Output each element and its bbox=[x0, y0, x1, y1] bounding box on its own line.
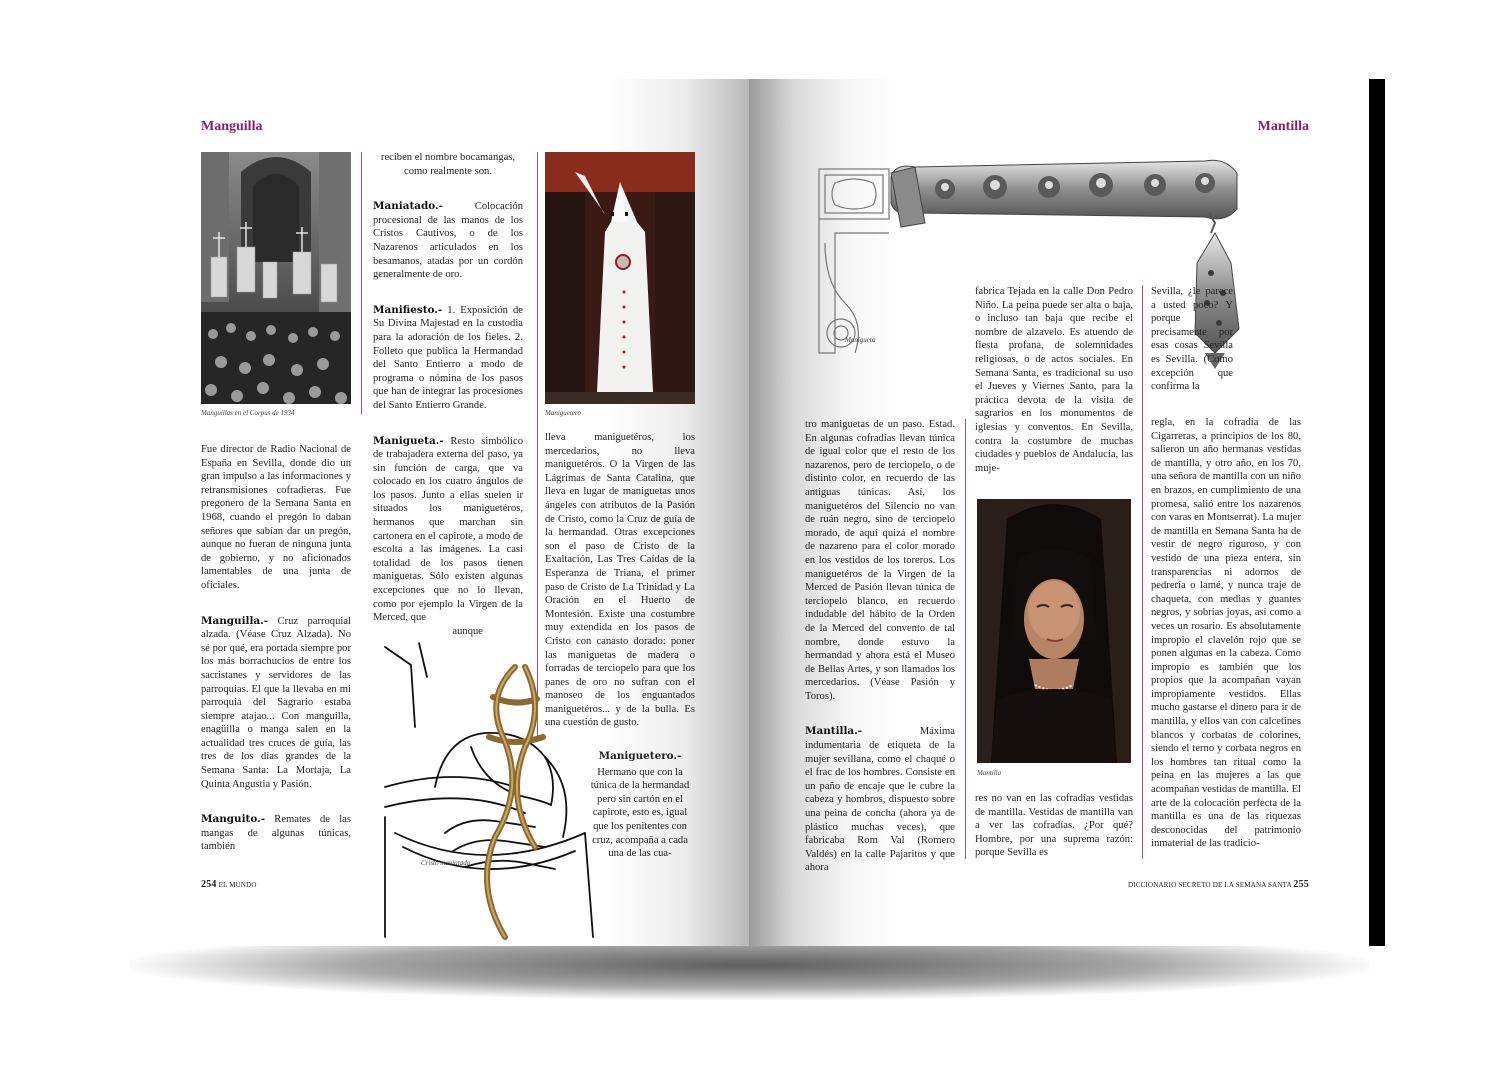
column-rule bbox=[361, 152, 362, 414]
manguillas-photo bbox=[201, 152, 351, 404]
right-column-1 bbox=[805, 418, 955, 885]
left-folio-label: EL MUNDO bbox=[218, 881, 257, 889]
manigueta-entry bbox=[373, 435, 523, 625]
right-column-2-top bbox=[975, 285, 1133, 485]
mantilla-photo-caption: Mantilla bbox=[977, 769, 1002, 777]
right-column-2-bottom bbox=[975, 792, 1133, 870]
cristo-maniatado-drawing bbox=[375, 637, 611, 946]
cigarreras-text: regla, en la cofradía de las Cigarreras, a principios de los 80, salieron un año hermanas vestidas de mantilla, y otro año, en los 70, una señora de mantilla con un niño en brazos, en cumplimiento de una promesa, salió entre los nazarenos con varas en Montserrat). La mujer de mantilla en Semana Santa ha de vestir de negro riguroso, y con vestido de una pieza entera, sin transparencias ni adornos de pedrería o lamé, y nunca traje de chaqueta, con medias y guantes negros, y sobrias joyas, así como a veces un rosario. Es absolutamente impropio el clavelón rojo que se ponen algunas en la cabeza. Como impropio es también que los propios que la acompañan vayan impropiamente vestidos. Ellas mucho gastarse el dinero para ir de mantilla, y ellos van con calcetines blancos y corbatas de colorines, siendo el terno y corbata negros en los hombres tan ritual como la peina en las mujeres a las que acompañan vestidas de mantilla. El arte de la colocación perfecta de la mantilla es una de las riquezas desconocidas del patrimonio inmaterial de las tradicio- bbox=[1151, 417, 1301, 850]
mantilla-bottom-text: res no van en las cofradías vestidas de mantilla. Vestidas de mantilla van a ver las cofradías. ¿Por qué? Hombre, por una suprema razón: porque Sevilla es bbox=[975, 793, 1133, 859]
maniguetero-photo bbox=[545, 152, 695, 404]
manguito-text: Remates de las mangas de algunas túnicas, también bbox=[201, 814, 351, 853]
maniatado-text: Colocación procesional de las manos de los Cristos Cautivos, o de los Nazarenos articulados en los besamanos, atadas por un cordón generalmente de oro. bbox=[373, 201, 523, 281]
maniguetero-photo-caption: Maniguetero bbox=[545, 409, 581, 417]
maniatado-entry bbox=[373, 200, 523, 282]
mantilla-term: Mantilla.- bbox=[805, 725, 863, 738]
left-page-number: 254 bbox=[201, 879, 217, 890]
right-page bbox=[749, 79, 1369, 946]
manigueta-text: Resto simbólico de trabajadera externa del paso, ya sin función de carga, que va colocado en los cuatro ángulos de los pasos. Junto a ellas suelen ir situados los maniguetéros, hermanos que marchan sin cartonera en el capirote, a modo de escolta a las imágenes. La casi totalidad de los pasos tienen maniguetas. Sólo existen algunas excepciones que no lo llevan, como por ejemplo la Virgen de la Merced, que bbox=[373, 435, 523, 624]
column-rule bbox=[1142, 285, 1143, 859]
maniguetas-continued-text: tro maniguetas de un paso. Estad. En algunas cofradías llevan túnica de igual color que el resto de los nazarenos, pero de terciopelo, o de distinto color, en recuerdo de las antiguas túnicas. Así, los maniguetéros del Silencio no van de ruán negro, sino de terciopelo morado, de aquí quizá el nombre de nazareno para el color morado en los vestidos de los toreros. Los maniguetéros de la Virgen de la Merced de Pasión llevan túnica de terciopelo blanco, en recuerdo indudable del hábito de la Orden de la Merced del convento de tal nombre, donde estuvo la hermandad y ahora está el Museo de Bellas Artes, y son llamados los mercedarios. (Véase Pasión y Toros). bbox=[805, 419, 955, 702]
maniguetero-term: Maniguetero.- bbox=[598, 750, 682, 763]
manguito-entry bbox=[201, 813, 351, 854]
sevilla-text: Sevilla, ¿le parece a usted poco? Y porque precisamente por esas cosas Sevilla es Sevilla. (Como excepción que confirma la bbox=[1151, 286, 1233, 393]
mantilla-photo bbox=[977, 499, 1131, 763]
manifiesto-term: Manifiesto.- bbox=[373, 303, 443, 316]
manigueta-tail: aunque bbox=[452, 625, 483, 637]
column-rule bbox=[965, 419, 966, 859]
manifiesto-text: 1. Exposición de Su Divina Majestad en la custodia para la adoración de los fieles. 2. Folleto que publica la Hermandad del Santo Entierro a modo de programa o nómina de los pasos que han de integrar las procesiones del Santo Entierro Grande. bbox=[373, 304, 523, 411]
mantilla-entry bbox=[805, 725, 955, 875]
right-folio-label: DICCIONARIO SECRETO DE LA SEMANA SANTA bbox=[1127, 881, 1292, 889]
drawing-caption: Cristo maniatado bbox=[421, 859, 471, 867]
maniatado-term: Maniatado.- bbox=[373, 200, 443, 213]
right-folio bbox=[1128, 879, 1309, 890]
right-column-3-top bbox=[1151, 285, 1233, 404]
left-column-1 bbox=[201, 443, 351, 864]
manguilla-entry bbox=[201, 615, 351, 792]
mantilla-text: Máxima indumentaria de etiqueta de la mujer sevillana, como el chaqué o el frac de los hombres. Consiste en un paño de encaje que le cubre la cabeza y hombros, dispuesto sobre una peina de concha (ahora ya de plástico muchas veces), que fabricaba Rom Val (Romero Valdés) en la calle Pajaritos y que ahora bbox=[805, 726, 955, 874]
right-heading: Mantilla bbox=[1257, 119, 1309, 134]
manifiesto-entry bbox=[373, 304, 523, 413]
right-column-3 bbox=[1151, 416, 1301, 861]
manigueta-term: Manigueta.- bbox=[373, 434, 444, 447]
mantilla-continued-text: fabrica Tejada en la calle Don Pedro Niño. La peina puede ser alta o baja, o incluso tan baja que recibe el nombre de alzavelo. Es atuendo de fiesta profana, de solemnidades religiosas, o de actos sociales. En Semana Santa, es tradicional su uso el Jueves y Viernes Santo, para la práctica devota de la visita de sagrarios en los monumentos de iglesias y conventos. En Sevilla, contra la costumbre de muchas ciudades y pueblos de Andalucía, las muje- bbox=[975, 286, 1133, 474]
manguilla-text: Cruz parroquial alzada. (Véase Cruz Alzada). No sé por qué, era portada siempre por los más borrachucios de entre los sacristanes y servidores de las parroquias. El que la llevaba en mi parroquia del Sagrario estaba siempre atajao... Con manguilla, enagüilla o manga salen en la actualidad tres cruces de guía, las tres de los días grandes de la Semana Santa: La Mortaja, La Quinta Angustia y Pasión. bbox=[201, 615, 351, 790]
radio-paragraph: Fue director de Radio Nacional de España en Sevilla, donde dio un gran impulso a las informaciones y retransmisiones cofradieras. Fue pregonero de la Semana Santa en 1968, cuando el pregón lo daban señores que sabían dar un pregón, aunque no fueran de ninguna junta de gobierno, y no aficionados lamentables de una junta de oficiales. bbox=[201, 444, 351, 591]
left-heading: Manguilla bbox=[201, 119, 263, 134]
manguillas-photo-caption: Manguillas en el Corpus de 1934 bbox=[201, 409, 295, 417]
right-page-number: 255 bbox=[1293, 879, 1309, 890]
left-folio bbox=[201, 879, 257, 890]
bocamangas-text: reciben el nombre bocamangas, como realmente son. bbox=[380, 152, 516, 177]
left-column-2 bbox=[373, 151, 523, 648]
manigueta-caption: Manigueta bbox=[845, 336, 876, 344]
maniguetero-text: Hermano que con la túnica de la hermandad pero sin cartón en el capirote, esto es, igual que los penitentes con cruz, acompaña a cada una de las cua- bbox=[590, 766, 690, 860]
magazine-spread bbox=[113, 79, 1385, 946]
left-page bbox=[113, 79, 749, 946]
manguito-term: Manguito.- bbox=[201, 813, 266, 826]
maniguetas-continued-text: lleva maniguetéros, los mercedarios, no lleva maniguetéros. O la Virgen de las Lágrimas de Santa Catalina, que lleva en lugar de maniguetas unos ángeles con atributos de la Pasión de Cristo, como la Cruz de guía de la hermandad. Otras excepciones son el paso de Cristo de la Exaltación, Las Tres Caídas de la Esperanza de Triana, el primer paso de Cristo de La Trinidad y La Oración en el Huerto de Montesión. Existe una costumbre muy extendida en los pasos de Cristo con canasto dorado: poner las maniguetas de madera o forradas de terciopelo para que los panes de oro no sufran con el manoseo de los enguantados maniguetéros... y de la bulla. Es una cuestión de gusto. bbox=[545, 432, 695, 729]
manguilla-term: Manguilla.- bbox=[201, 614, 269, 627]
